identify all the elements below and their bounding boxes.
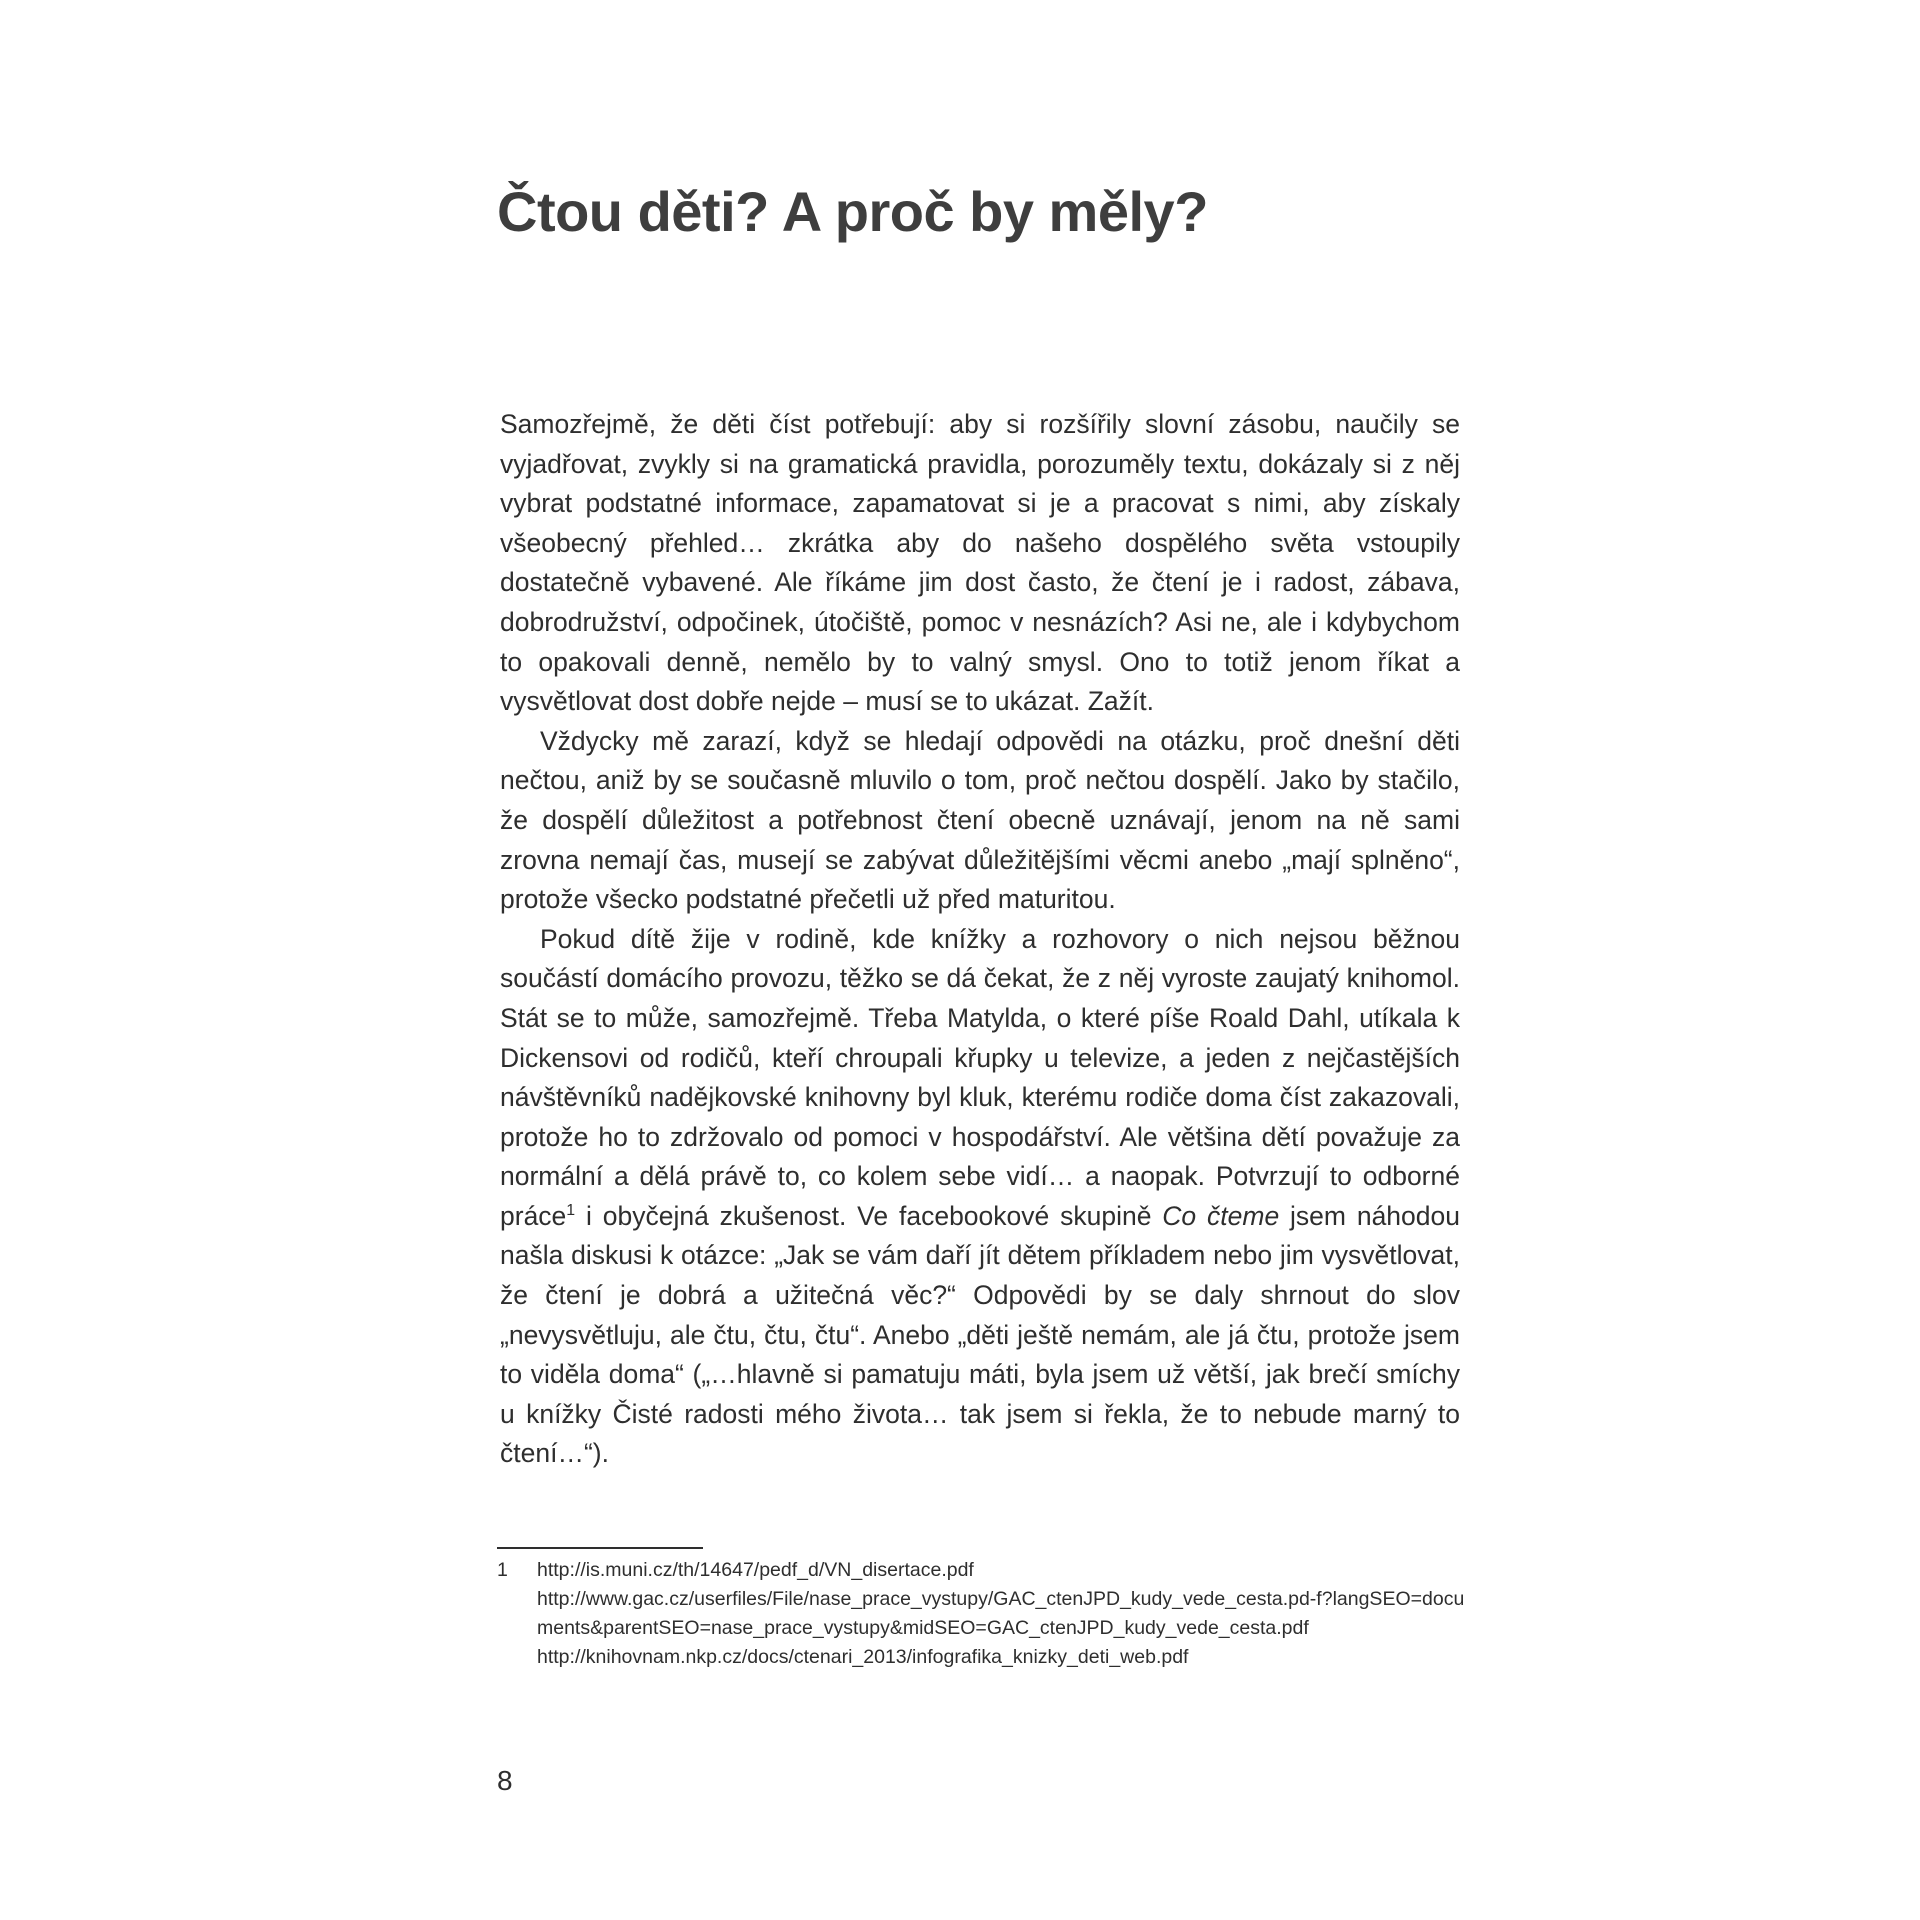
footnote-link-3[interactable]: http://knihovnam.nkp.cz/docs/ctenari_2013/infografika_knizky_deti_web.pdf bbox=[537, 1646, 1189, 1668]
footnote-link-2[interactable]: http://www.gac.cz/userfiles/File/nase_prace_vystupy/GAC_ctenJPD_kudy_vede_cesta.pd-f?langSEO=documents&parentSEO=nase_prace_vystupy&midSEO=GAC_ctenJPD_kudy_vede_cesta.pdf bbox=[537, 1588, 1465, 1639]
body-text bbox=[500, 405, 1460, 1474]
paragraph-3-text-a: Pokud dítě žije v rodině, kde knížky a rozhovory o nich nejsou běžnou součástí domácího provozu, těžko se dá čekat, že z něj vyroste zaujatý knihomol. Stát se to může, samozřejmě. Třeba Matylda, o které píše Roald Dahl, utíkala k Dickensovi od rodičů, kteří chroupali křupky u televize, a jeden z nejčastějších návštěvníků nadějkovské knihovny byl kluk, kterému rodiče doma číst zakazovali, protože ho to zdržovalo od pomoci v hospodářství. Ale většina dětí považuje za normální a dělá právě to, co kolem sebe vidí… a naopak. Potvrzují to odborné práce bbox=[500, 923, 1460, 1231]
footnote-link-1[interactable]: http://is.muni.cz/th/14647/pedf_d/VN_disertace.pdf bbox=[537, 1559, 974, 1581]
footnote-1 bbox=[497, 1556, 1467, 1672]
footnote-links bbox=[537, 1556, 1467, 1672]
footnotes bbox=[497, 1556, 1467, 1672]
footnote-number: 1 bbox=[497, 1559, 508, 1581]
footnote-reference[interactable]: 1 bbox=[566, 1202, 576, 1220]
paragraph-1: Samozřejmě, že děti číst potřebují: aby si rozšířily slovní zásobu, naučily se vyjadřovat, zvykly si na gramatická pravidla, porozuměly textu, dokázaly si z něj vybrat podstatné informace, zapamatovat si je a pracovat s nimi, aby získaly všeobecný přehled… zkrátka aby do našeho dospělého světa vstoupily dostatečně vybavené. Ale říkáme jim dost často, že čtení je i radost, zábava, dobrodružství, odpočinek, útočiště, pomoc v nesnázích? Asi ne, ale i kdybychom to opakovali denně, nemělo by to valný smysl. Ono to totiž jenom říkat a vysvětlovat dost dobře nejde – musí se to ukázat. Zažít. bbox=[500, 409, 1460, 717]
page-number: 8 bbox=[497, 1765, 513, 1796]
paragraph-3-text-b: i obyčejná zkušenost. Ve facebookové skupině bbox=[575, 1200, 1163, 1231]
paragraph-3-text-c: jsem náhodou našla diskusi k otázce: „Jak se vám daří jít dětem příkladem nebo jim vysvětlovat, že čtení je dobrá a užitečná věc?“ Odpovědi by se daly shrnout do slov „nevysvětluju, ale čtu, čtu, čtu“. Anebo „děti ještě nemám, ale já čtu, protože jsem to viděla doma“ („…hlavně si pamatuju máti, byla jsem už větší, jak brečí smíchy u knížky Čisté radosti mého života… tak jsem si řekla, že to nebude marný to čtení…“). bbox=[500, 1200, 1461, 1469]
paragraph-3 bbox=[500, 920, 1460, 1474]
footnote-divider bbox=[497, 1547, 703, 1549]
chapter-title: Čtou děti? A proč by měly? bbox=[497, 180, 1208, 243]
group-name-italic: Co čteme bbox=[1162, 1200, 1280, 1231]
paragraph-2: Vždycky mě zarazí, když se hledají odpovědi na otázku, proč dnešní děti nečtou, aniž by se současně mluvilo o tom, proč nečtou dospělí. Jako by stačilo, že dospělí důležitost a potřebnost čtení obecně uznávají, jenom na ně sami zrovna nemají čas, musejí se zabývat důležitějšími věcmi anebo „mají splněno“, protože všecko podstatné přečetli už před maturitou. bbox=[500, 725, 1460, 915]
